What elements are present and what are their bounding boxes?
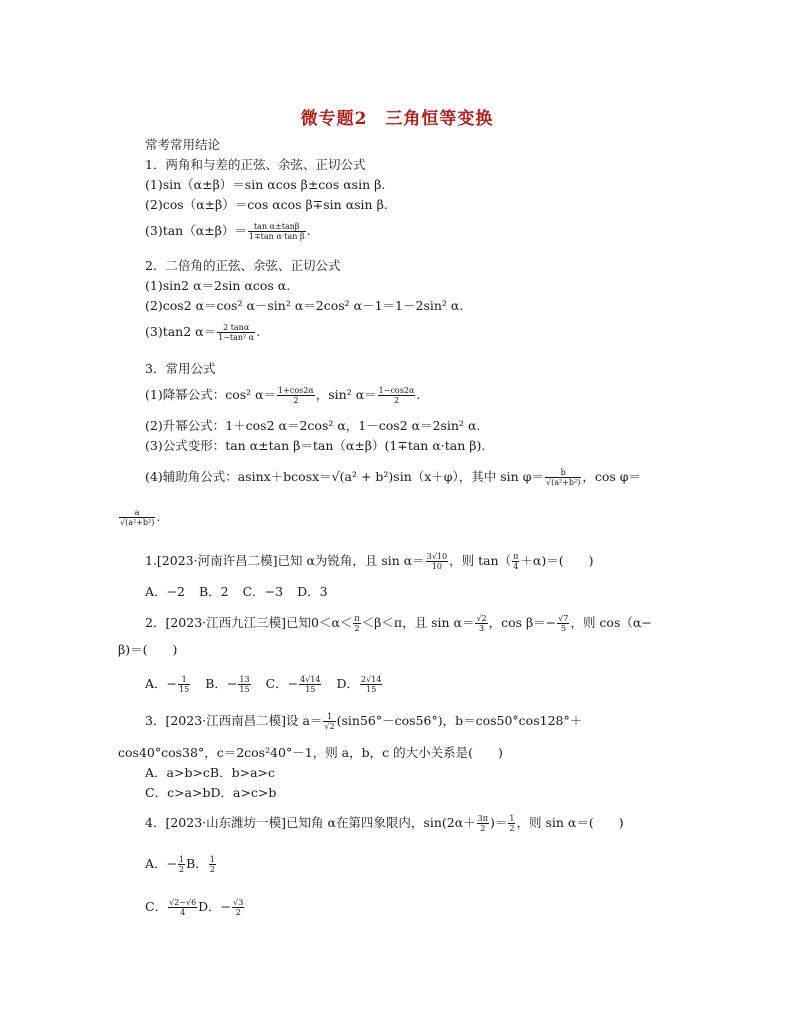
s3-title: 3．常用公式 — [145, 361, 216, 376]
q2-stem-b: ＜β＜π，且 sin α＝ — [361, 615, 475, 630]
fraction-numerator: 3π — [477, 814, 488, 823]
s1-f3-fraction — [248, 222, 306, 241]
option-fraction — [178, 675, 190, 694]
fraction-denominator: √(a²+b²) — [120, 518, 155, 527]
q1-stem — [145, 552, 593, 571]
option-fraction — [360, 675, 382, 694]
q4-option-a[interactable] — [145, 855, 186, 874]
fraction-numerator: 13 — [239, 675, 250, 684]
s2-title: 2．二倍角的正弦、余弦、正切公式 — [145, 258, 341, 273]
fraction-denominator: √(a²+b²) — [545, 478, 581, 487]
q2-stem-cont: β)＝( ) — [118, 642, 178, 657]
fraction-denominator: 15 — [305, 685, 316, 694]
fraction-numerator: tan α±tanβ — [248, 222, 306, 232]
page-title: 微专题2 三角恒等变换 — [300, 109, 494, 129]
fraction-numerator: 1 — [178, 675, 190, 685]
option-label: B． — [186, 856, 208, 871]
fraction-denominator: 2 — [209, 865, 215, 874]
q1-stem-b: ，则 tan（ — [449, 553, 512, 568]
q1-option-b[interactable]: B．2 — [198, 584, 229, 599]
option-label: A．− — [145, 856, 178, 871]
fraction-numerator: 1 — [323, 712, 335, 722]
fraction-denominator: 5 — [560, 624, 566, 633]
option-label: B．− — [205, 676, 238, 691]
q2-options — [145, 675, 397, 694]
s2-f3-fraction — [217, 323, 255, 342]
fraction-numerator: 3√10 — [426, 552, 448, 561]
s1-formula-3 — [145, 222, 311, 241]
q2-option-b[interactable] — [205, 675, 251, 694]
fraction-denominator: 15 — [239, 685, 250, 694]
q4-options-cd — [145, 898, 245, 917]
option-fraction — [168, 898, 197, 917]
s2-formula-1: (1)sin2 α＝2sin αcos α. — [145, 278, 291, 293]
q4-option-b[interactable] — [186, 855, 217, 874]
s3-formula-4-cont — [118, 508, 160, 527]
fraction-numerator: π — [354, 614, 360, 623]
fraction-denominator: 1−tan² α — [218, 333, 255, 342]
fraction-denominator: 2 — [179, 865, 185, 874]
fraction-denominator: 3 — [479, 624, 485, 633]
s3-formula-4 — [145, 468, 641, 487]
option-label: C． — [145, 899, 168, 914]
s3-f4-fraction-1 — [545, 468, 581, 487]
fraction-numerator: 2 tanα — [217, 323, 255, 333]
fraction-denominator: 2 — [509, 824, 515, 833]
s3-f4-pre: (4)辅助角公式：asinx＋bcosx＝√(a² + b²)sin（x＋φ），其中 sin φ＝ — [145, 469, 544, 484]
fraction-denominator: 4 — [513, 562, 519, 571]
s2-formula-3 — [145, 323, 260, 342]
q1-stem-a: 1.[2023·河南许昌二模]已知 α为锐角，且 sin α＝ — [145, 553, 425, 568]
s3-formula-3: (3)公式变形：tan α±tan β＝tan（α±β）(1∓tan α·tan β). — [145, 438, 486, 453]
fraction-denominator: √2 — [324, 722, 335, 731]
s2-f3-post: . — [256, 324, 261, 339]
fraction-denominator: 2 — [354, 624, 360, 633]
s3-f4-post: . — [156, 509, 161, 524]
option-label: C．− — [265, 676, 299, 691]
option-label: D．− — [198, 899, 232, 914]
q2-option-c[interactable] — [266, 675, 323, 694]
q1-options — [145, 584, 342, 600]
q4-stem-a: 4．[2023·山东潍坊一模]已知角 α在第四象限内，sin(2α＋ — [145, 815, 476, 830]
q3-stem-b: (sin56°－cos56°)，b＝cos50°cos128°＋ — [336, 713, 583, 728]
s1-f3-pre: (3)tan（α±β）＝ — [145, 223, 247, 238]
s2-formula-2: (2)cos2 α＝cos² α－sin² α＝2cos² α－1＝1－2sin² α. — [145, 298, 464, 313]
fraction-denominator: 2 — [480, 824, 486, 833]
q1-frac-2 — [512, 552, 519, 571]
q2-stem — [145, 614, 652, 633]
s3-formula-2: (2)升幂公式：1＋cos2 α＝2cos² α，1－cos2 α＝2sin² α. — [145, 418, 481, 433]
fraction-numerator: √7 — [558, 614, 569, 623]
fraction-denominator: 15 — [366, 685, 377, 694]
s2-f3-pre: (3)tan2 α＝ — [145, 324, 217, 339]
fraction-numerator: 4√14 — [300, 675, 321, 684]
option-label: A．− — [145, 676, 178, 691]
q2-stem-c: ，cos β＝− — [488, 615, 557, 630]
q1-option-a[interactable]: A．−2 — [145, 584, 185, 599]
q4-option-d[interactable] — [198, 898, 245, 917]
q2-stem-a: 2．[2023·江西九江三模]已知0＜α＜ — [145, 615, 353, 630]
fraction-numerator: π — [513, 552, 519, 561]
q4-options-ab — [145, 855, 217, 874]
fraction-numerator: b — [545, 468, 581, 478]
q3-options-ab[interactable]: A．a>b>cB．b>a>c — [145, 765, 276, 780]
option-fraction — [232, 898, 244, 917]
q1-option-c[interactable]: C．−3 — [242, 584, 284, 599]
q2-frac-2 — [475, 614, 487, 633]
q3-options-cd[interactable]: C．c>a>bD．a>c>b — [145, 785, 277, 800]
q2-option-d[interactable] — [336, 675, 383, 694]
q4-stem-c: ，则 sin α＝( ) — [516, 815, 624, 830]
q3-stem-cont: cos40°cos38°，c＝2cos²40°－1，则 a，b，c 的大小关系是( ) — [118, 745, 503, 760]
q4-option-c[interactable] — [145, 898, 198, 917]
fraction-denominator: 2 — [293, 396, 299, 405]
s3-formula-1 — [145, 386, 420, 405]
fraction-denominator: 2 — [235, 908, 241, 917]
fraction-denominator: 2 — [393, 396, 400, 405]
section-heading: 常考常用结论 — [145, 137, 221, 152]
q1-stem-c: ＋α)＝( ) — [520, 553, 594, 568]
q4-frac-2 — [508, 814, 515, 833]
fraction-numerator: √2 — [476, 614, 487, 623]
q2-option-a[interactable] — [145, 675, 191, 694]
fraction-numerator: 1+cos2α — [278, 386, 314, 395]
s3-f4-fraction-2 — [119, 508, 155, 527]
s3-f4-mid: ，cos φ＝ — [582, 469, 641, 484]
q2-frac-3 — [557, 614, 569, 633]
fraction-numerator: 1 — [179, 855, 185, 864]
option-fraction — [209, 855, 216, 874]
s3-f1-pre: (1)降幂公式：cos² α＝ — [145, 387, 277, 402]
fraction-numerator: 2√14 — [361, 675, 382, 684]
q2-stem-d: ，则 cos（α− — [570, 615, 652, 630]
option-fraction — [178, 855, 185, 874]
fraction-numerator: 1 — [509, 814, 515, 823]
fraction-numerator: a — [119, 508, 155, 518]
fraction-numerator: √2−√6 — [169, 898, 197, 907]
q1-option-d[interactable]: D．3 — [297, 584, 328, 599]
fraction-denominator: 10 — [431, 562, 443, 571]
s3-f1-mid: ，sin² α＝ — [315, 387, 377, 402]
q2-frac-1 — [353, 614, 360, 633]
q1-frac-1 — [426, 552, 448, 571]
s3-f1-fraction-2 — [378, 386, 416, 405]
fraction-denominator: 15 — [179, 685, 190, 694]
option-fraction — [238, 675, 250, 694]
s1-title: 1．两角和与差的正弦、余弦、正切公式 — [145, 157, 366, 172]
q4-stem-b: )＝ — [490, 815, 508, 830]
s1-formula-1: (1)sin（α±β）＝sin αcos β±cos αsin β. — [145, 177, 386, 192]
q3-stem — [145, 712, 582, 731]
option-label: D． — [336, 676, 360, 691]
q4-stem — [145, 814, 624, 833]
s3-f1-fraction-1 — [277, 386, 315, 405]
q3-stem-a: 3．[2023·江西南昌二模]设 a＝ — [145, 713, 323, 728]
fraction-numerator: 1 — [209, 855, 215, 864]
fraction-numerator: 1−cos2α — [378, 386, 415, 395]
fraction-denominator: 1∓tan α·tan β — [248, 232, 305, 241]
s3-f1-post: . — [416, 387, 421, 402]
s1-formula-2: (2)cos（α±β）＝cos αcos β∓sin αsin β. — [145, 197, 388, 212]
fraction-numerator: √3 — [233, 898, 244, 907]
q4-frac-1 — [477, 814, 489, 833]
fraction-denominator: 4 — [180, 908, 186, 917]
option-fraction — [299, 675, 321, 694]
q3-frac-1 — [323, 712, 335, 731]
s1-f3-post: . — [306, 223, 311, 238]
